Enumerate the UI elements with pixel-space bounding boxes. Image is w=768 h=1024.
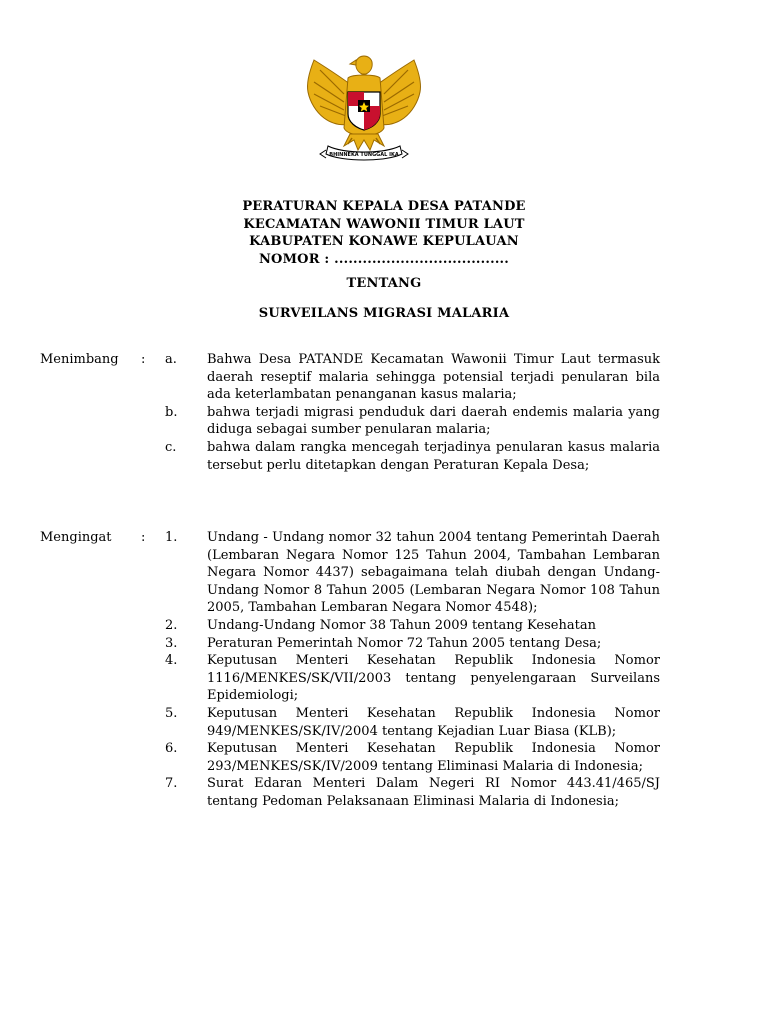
emblem-motto: BHINNEKA TUNGGAL IKA (329, 152, 399, 158)
item-text: Surat Edaran Menteri Dalam Negeri RI Nomor 443.41/465/SJ tentang Pedoman Pelaksanaan Eliminasi Malaria di Indonesia; (207, 776, 660, 809)
mengingat-colon: : (141, 530, 146, 545)
item-marker: 4. (165, 653, 178, 669)
item-text: Undang-Undang Nomor 38 Tahun 2009 tentang Kesehatan (207, 617, 596, 633)
mengingat-label: Mengingat (40, 530, 112, 545)
item-text: Bahwa Desa PATANDE Kecamatan Wawonii Timur Laut termasuk daerah reseptif malaria sehingga potensial terjadi penularan bila ada keterlambatan penanganan kasus malaria; (207, 352, 660, 403)
item-text: bahwa terjadi migrasi penduduk dari daerah endemis malaria yang diduga sebagai sumber penularan malaria; (207, 404, 660, 438)
item-text: Peraturan Pemerintah Nomor 72 Tahun 2005 tentang Desa; (207, 635, 602, 651)
list-item (0, 439, 768, 474)
list-item (0, 775, 768, 810)
tentang-heading: TENTANG (346, 276, 422, 291)
item-marker: 3. (165, 635, 178, 651)
header-line-3: KABUPATEN KONAWE KEPULAUAN (249, 234, 519, 249)
item-marker: a. (165, 352, 177, 367)
menimbang-colon: : (141, 352, 146, 367)
item-text: Keputusan Menteri Kesehatan Republik Indonesia Nomor 293/MENKES/SK/IV/2009 tentang Eliminasi Malaria di Indonesia; (207, 741, 660, 774)
list-item (0, 740, 768, 775)
regulation-subject: SURVEILANS MIGRASI MALARIA (258, 306, 510, 321)
item-marker: 2. (165, 617, 178, 633)
item-text: bahwa dalam rangka mencegah terjadinya penularan kasus malaria tersebut perlu ditetapkan dengan Peraturan Kepala Desa; (207, 439, 660, 473)
list-item (0, 705, 768, 740)
item-marker: 1. (165, 530, 178, 545)
garuda-emblem (300, 50, 428, 165)
document-header (0, 198, 768, 268)
item-text: Undang - Undang nomor 32 tahun 2004 tentang Pemerintah Daerah (Lembaran Negara Nomor 125 Tahun 2004, Tambahan Lembaran Negara Nomor 4437) sebagaimana telah diubah dengan Undang-Undang Nomor 8 Tahun 2005 (Lembaran Negara Nomor 108 Tahun 2005, Tambahan Lembaran Negara Nomor 4548); (207, 530, 660, 616)
list-item (0, 635, 768, 653)
list-item (0, 652, 768, 705)
header-line-1: PERATURAN KEPALA DESA PATANDE (242, 199, 526, 214)
list-item (0, 351, 768, 404)
item-marker: 6. (165, 741, 178, 757)
item-marker: 5. (165, 705, 178, 721)
menimbang-section (0, 351, 768, 474)
item-marker: c. (165, 439, 177, 455)
item-marker: 7. (165, 776, 178, 792)
item-marker: b. (165, 404, 178, 420)
list-item (0, 529, 768, 617)
header-line-2: KECAMATAN WAWONII TIMUR LAUT (243, 216, 525, 232)
list-item (0, 404, 768, 439)
header-line-4: NOMOR : ..................................... (258, 251, 510, 267)
item-text: Keputusan Menteri Kesehatan Republik Indonesia Nomor 949/MENKES/SK/IV/2004 tentang Kejadian Luar Biasa (KLB); (207, 705, 660, 739)
mengingat-section (0, 529, 768, 811)
item-text: Keputusan Menteri Kesehatan Republik Indonesia Nomor 1116/MENKES/SK/VII/2003 tentang penyelengaraan Surveilans Epidemiologi; (207, 653, 660, 704)
list-item (0, 617, 768, 635)
menimbang-label: Menimbang (40, 352, 119, 367)
